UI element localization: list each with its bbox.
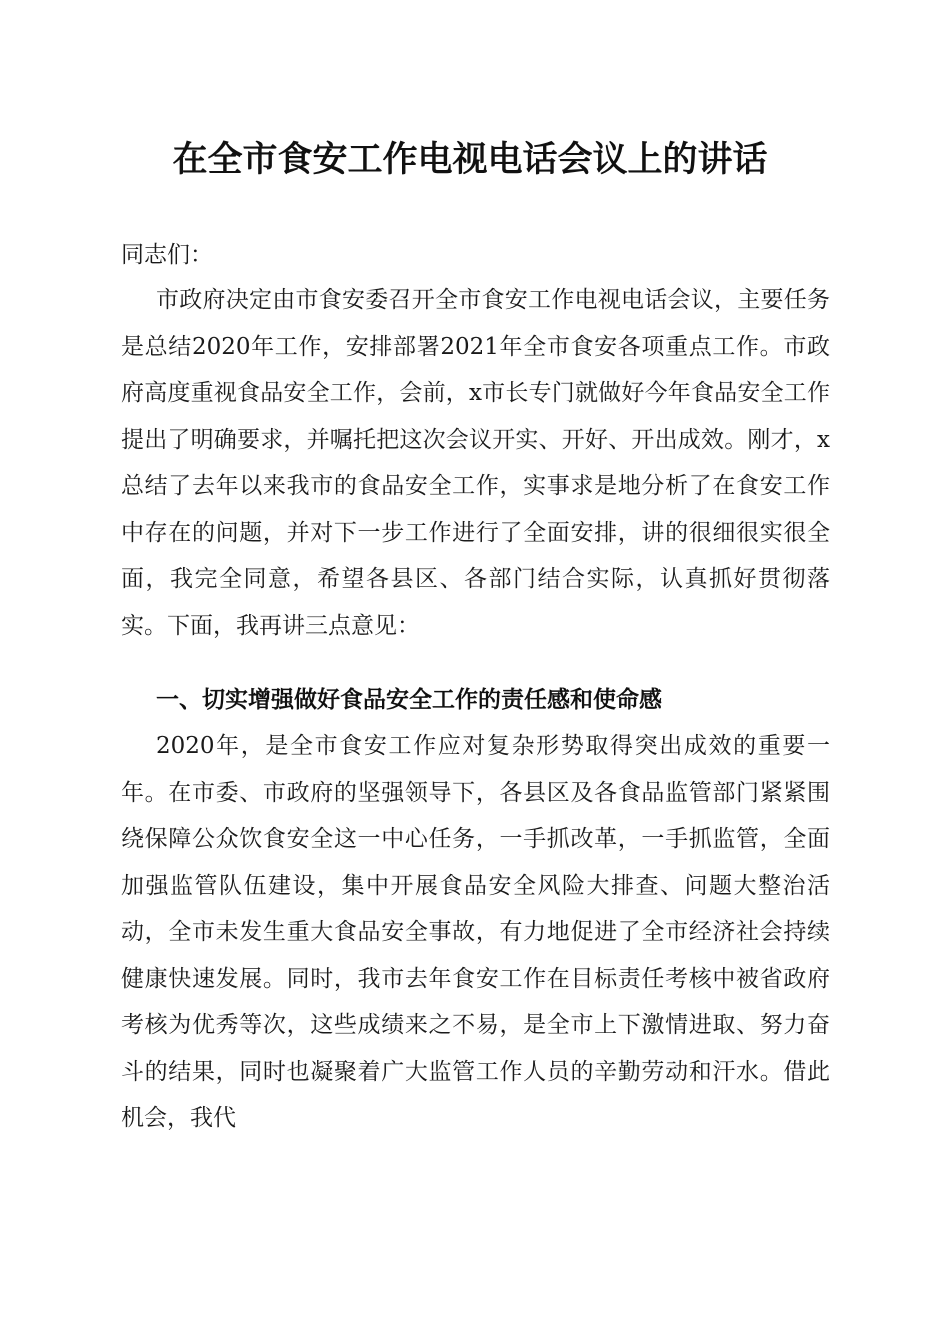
section-heading-1: 一、切实增强做好食品安全工作的责任感和使命感 (156, 687, 662, 713)
paragraph-intro: 市政府决定由市食安委召开全市食安工作电视电话会议，主要任务是总结2020年工作，安排部署2021年全市食安各项重点工作。市政府高度重视食品安全工作，会前，x市长专门就做好今年食品安全工作提出了明确要求，并嘱托把这次会议开实、开好、开出成效。刚才，x总结了去年以来我市的食品安全工作，实事求是地分析了在食安工作中存在的问题，并对下一步工作进行了全面安排，讲的很细很实很全面，我完全同意，希望各县区、各部门结合实际，认真抓好贯彻落实。下面，我再讲三点意见： (121, 287, 830, 639)
document-title: 在全市食安工作电视电话会议上的讲话 (172, 139, 768, 180)
paragraph-section-1: 2020年，是全市食安工作应对复杂形势取得突出成效的重要一年。在市委、市政府的坚强领导下，各县区及各食品监管部门紧紧围绕保障公众饮食安全这一中心任务，一手抓改革，一手抓监管，全面加强监管队伍建设，集中开展食品安全风险大排查、问题大整治活动，全市未发生重大食品安全事故，有力地促进了全市经济社会持续健康快速发展。同时，我市去年食安工作在目标责任考核中被省政府考核为优秀等次，这些成绩来之不易，是全市上下激情进取、努力奋斗的结果，同时也凝聚着广大监管工作人员的辛勤劳动和汗水。借此机会，我代 (121, 733, 830, 1131)
salutation: 同志们： (121, 242, 213, 268)
